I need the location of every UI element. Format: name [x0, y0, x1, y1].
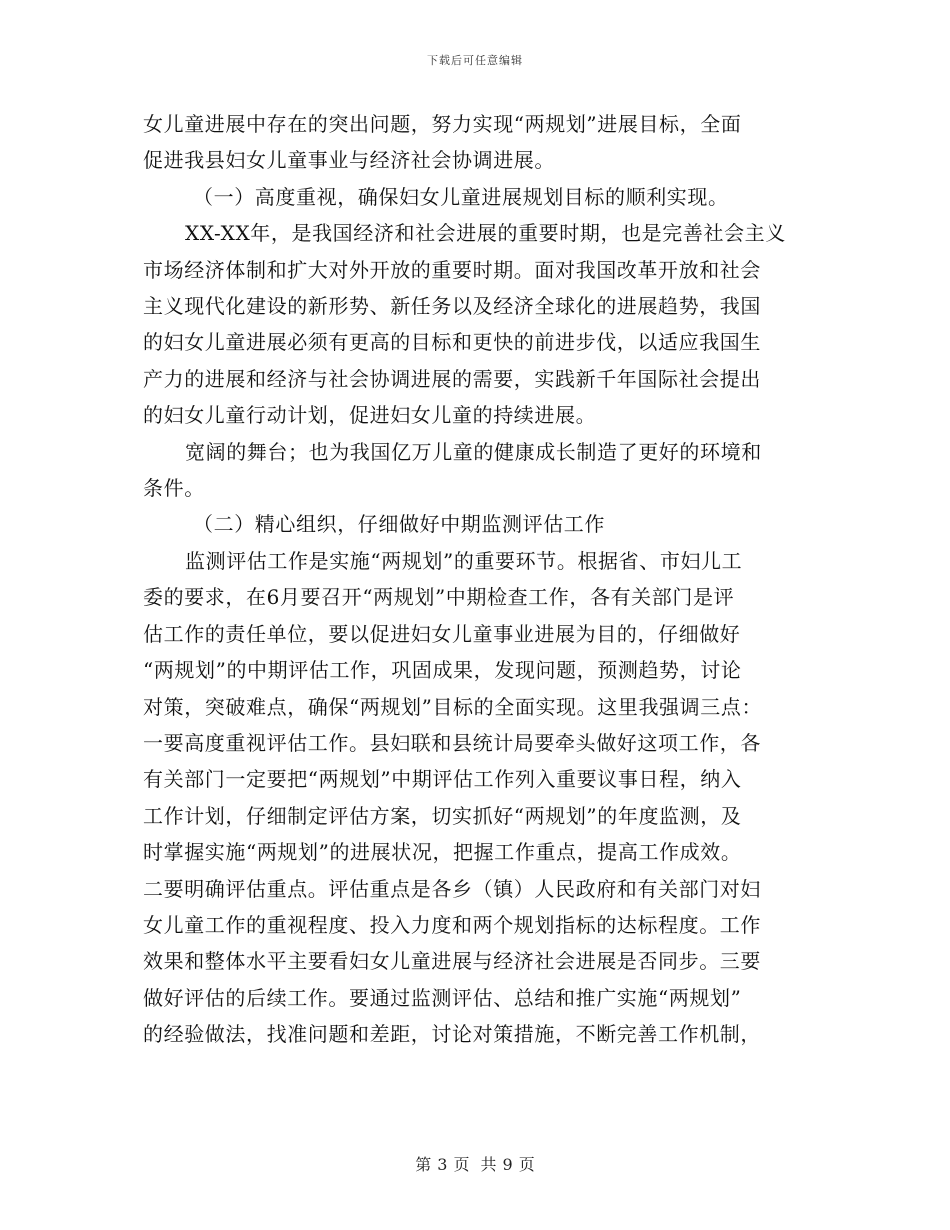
total-page-count: 9	[502, 1155, 513, 1174]
body-line: XX-XX年，是我国经济和社会进展的重要时期，也是完善社会主义	[185, 221, 786, 246]
current-page-number: 3	[437, 1155, 448, 1174]
body-line: “两规划”的中期评估工作，巩固成果，发现问题，预测趋势，讨论	[143, 658, 742, 683]
body-line: 效果和整体水平主要看妇女儿童进展与经济社会进展是否同步。三要	[143, 949, 761, 974]
body-line: 二要明确评估重点。评估重点是各乡（镇）人民政府和有关部门对妇	[143, 876, 761, 901]
body-line: 监测评估工作是实施“两规划”的重要环节。根据省、市妇儿工	[185, 548, 743, 573]
body-line: 主义现代化建设的新形势、新任务以及经济全球化的进展趋势，我国	[143, 294, 761, 319]
section-heading-1: （一）高度重视，确保妇女儿童进展规划目标的顺利实现。	[193, 184, 729, 209]
body-line: 对策，突破难点，确保“两规划”目标的全面实现。这里我强调三点：	[143, 694, 763, 719]
body-line: 条件。	[143, 476, 205, 501]
page-header: 下载后可任意编辑	[427, 54, 523, 67]
page-number-prefix: 第	[415, 1155, 432, 1174]
body-line: 的妇女儿童行动计划，促进妇女儿童的持续进展。	[143, 403, 597, 428]
body-line: 促进我县妇女儿童事业与经济社会协调进展。	[143, 148, 555, 173]
page-number-middle: 页 共	[453, 1155, 497, 1174]
body-line: 一要高度重视评估工作。县妇联和县统计局要牵头做好这项工作，各	[143, 730, 761, 755]
body-line: 工作计划，仔细制定评估方案，切实抓好“两规划”的年度监测，及	[143, 803, 742, 828]
body-line: 女儿童工作的重视程度、投入力度和两个规划指标的达标程度。工作	[143, 912, 761, 937]
body-line: 委的要求，在6月要召开“两规划”中期检查工作，各有关部门是评	[143, 585, 735, 610]
body-line: 有关部门一定要把“两规划”中期评估工作列入重要议事日程，纳入	[143, 767, 742, 792]
section-heading-2: （二）精心组织，仔细做好中期监测评估工作	[193, 512, 605, 537]
body-line: 市场经济体制和扩大对外开放的重要时期。面对我国改革开放和社会	[143, 257, 761, 282]
body-line: 做好评估的后续工作。要通过监测评估、总结和推广实施“两规划”	[143, 985, 742, 1010]
body-line: 时掌握实施“两规划”的进展状况，把握工作重点，提高工作成效。	[143, 840, 742, 865]
body-line: 女儿童进展中存在的突出问题，努力实现“两规划”进展目标，全面	[143, 112, 742, 136]
page-footer	[0, 1152, 950, 1175]
document-body	[143, 106, 819, 1053]
body-line: 的经验做法，找准问题和差距，讨论对策措施，不断完善工作机制，	[143, 1022, 761, 1047]
body-line: 估工作的责任单位，要以促进妇女儿童事业进展为目的，仔细做好	[143, 621, 741, 646]
body-line: 的妇女儿童进展必须有更高的目标和更快的前进步伐，以适应我国生	[143, 330, 761, 355]
body-line: 产力的进展和经济与社会协调进展的需要，实践新千年国际社会提出	[143, 366, 761, 391]
page-number-suffix: 页	[518, 1155, 535, 1174]
body-line: 宽阔的舞台；也为我国亿万儿童的健康成长制造了更好的环境和	[185, 439, 762, 464]
